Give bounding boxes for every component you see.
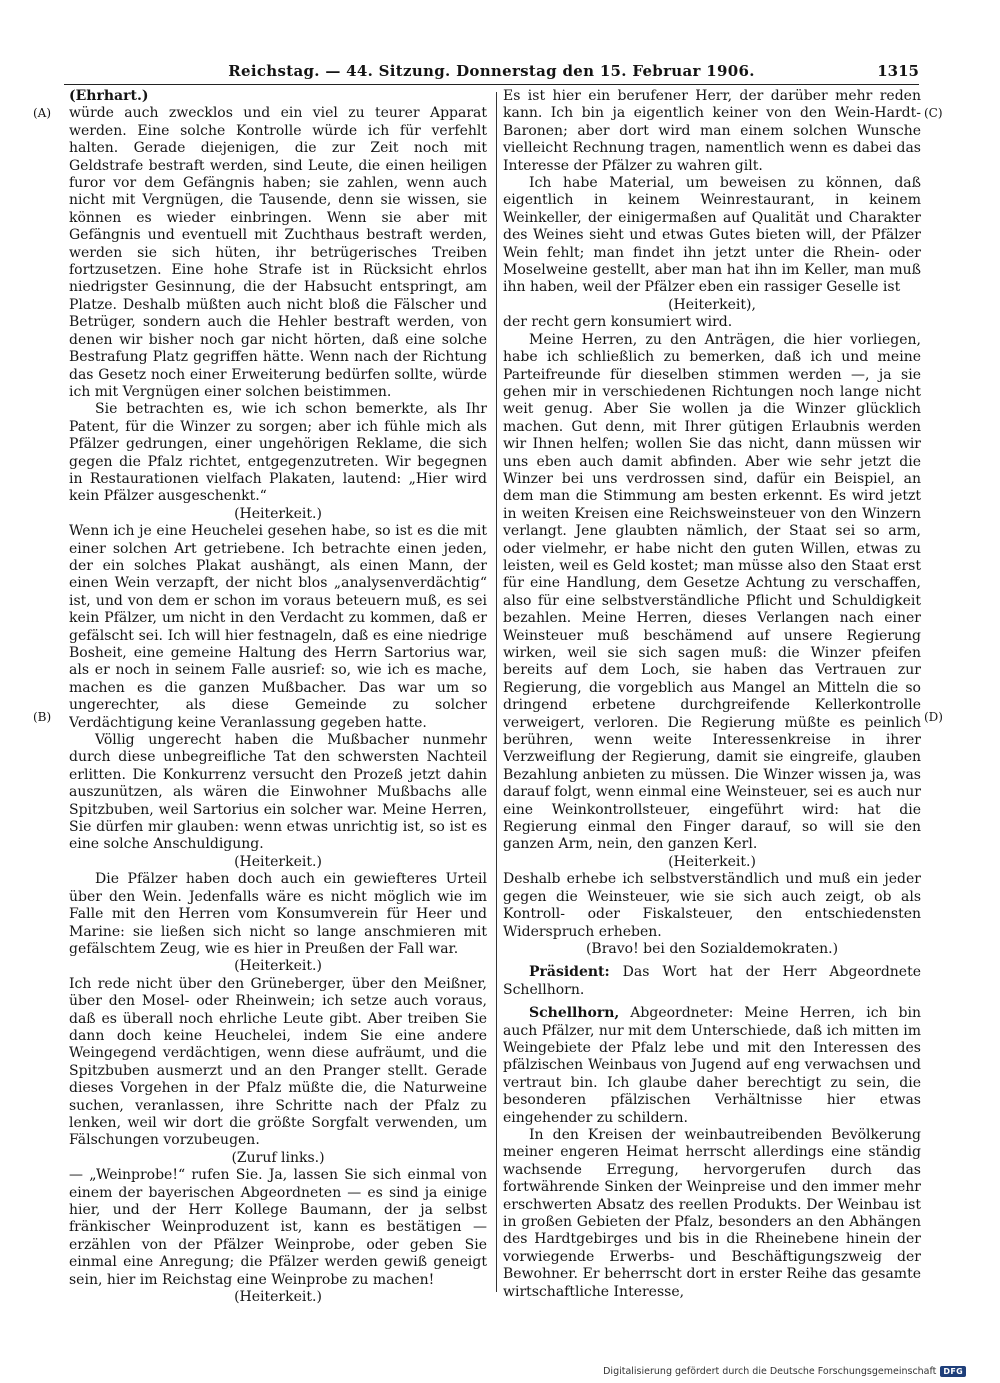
paragraph: Meine Herren, zu den Anträgen, die hier vorliegen, habe ich schließlich zu bemerken, daß ich und meine Parteifreunde für dieselben stimmen werden —, ja sie gehen mir in verschiedenen Richtungen noch lange nicht weit genug. Aber Sie wollen ja die Winzer glücklich machen. Gut denn, mit Ihrer gütigen Erlaubnis werden wir Ihnen helfen; wollen Sie das nicht, dann müssen wir uns eben auch damit abfinden. Aber wie sehr jetzt die Winzer bei uns verdrossen sind, dafür ein Beispiel, an dem man die Stimmung am besten erkennt. Es wird jetzt in weiten Kreisen eine Reichsweinsteuer von den Winzern verlangt. Jene glaubten nämlich, der Staat sei so arm, oder vielmehr, er habe nicht den guten Willen, etwas zu leisten, weil es Geld kostet; man müsse also den Staat erst für eine Handlung, dem Gesetze Achtung zu verschaffen, also für eine selbstverständliche Pflicht und Schuldigkeit bezahlen. Meine Herren, dieses Verlangen nach einer Weinsteuer muß beschämend auf unsere Regierung wirken, weil sie sich sagen muß: die Winzer pfeifen bereits auf dem Loch, sie haben das Vertrauen zur Regierung, die vorgeblich aus Mangel an Mitteln die so dringend erbetene durchgreifende Kellerkontrolle verweigert, verloren. Die Regierung müßte es peinlich berühren, wenn weite Interessenkreise in ihrer Verzweiflung der Regierung, damit sie eingreife, glauben Bezahlung anbieten zu müssen. Die Winzer wissen ja, was darauf folgt, wenn einmal eine Weinsteuer, sei es auch nur eine Weinkontrollsteuer, eingeführt wird: hat die Regierung einmal den Finger darauf, so will sie den ganzen Arm, nein, den ganzen Kerl. [503, 331, 921, 853]
reaction: (Heiterkeit), [668, 296, 756, 313]
margin-marker-b: (B) [33, 710, 52, 724]
paragraph: Die Pfälzer haben doch auch ein gewiefteres Urteil über den Wein. Jedenfalls wäre es nicht möglich wie im Falle mit den Herren vom Konsumverein für Heer und Marine: sie ließen sich nicht so lange anschmieren mit gefälschtem Zeug, wie es hier in Preußen der Fall war. [69, 871, 487, 957]
reaction: (Heiterkeit.) [668, 853, 756, 870]
page-header [64, 62, 919, 80]
paragraph: In den Kreisen der weinbautreibenden Bevölkerung meiner engeren Heimat herrscht allerdings eine ständig wachsende Erregung, hervorgerufen durch das fortwährende Sinken der Weinpreise und den immer mehr erschwerten Absatz des reellen Produkts. Der Weinbau ist in großen Gebieten der Pfalz, besonders an den Abhängen des Hardtgebirges und bis in die Rheinebene hinein der vorwiegende Erwerbs- und Beschäftigungszweig der Bewohner. Er beherrscht dort in erster Reihe das gesamte wirtschaftliche Interesse, [503, 1126, 921, 1300]
paragraph: Deshalb erhebe ich selbstverständlich und muß ein jeder gegen die Weinsteuer, wie sie sich auch zeigt, ob als Kontroll- oder Fiskalsteuer, den entschiedensten Widerspruch erheben. [503, 871, 921, 940]
paragraph: Sie betrachten es, wie ich schon bemerkte, als Ihr Patent, für die Winzer zu sorgen; aber ich fühle mich als Pfälzer gedrungen, einer ungehörigen Reklame, die sich gegen die Pfalz richtet, entgegenzutreten. Wir begegnen in Restaurationen vielfach Plakaten, lautend: „Hier wird kein Pfälzer ausgeschenkt.“ [69, 401, 487, 505]
paragraph: Völlig ungerecht haben die Mußbacher nunmehr durch diese unbegreifliche Tat den schwersten Nachteil erlitten. Die Konkurrenz versucht den Prozeß jetzt dahin auszunützen, als wären die Einwohner Mußbachs alle Spitzbuben, weil Sartorius ein solcher war. Meine Herren, Sie dürfen mir glauben: wenn etwas unrichtig ist, so ist es eine solche Anschuldigung. [69, 732, 487, 853]
reaction: (Heiterkeit.) [234, 853, 322, 870]
page-title: Reichstag. — 44. Sitzung. Donnerstag den 15. Februar 1906. [228, 62, 755, 80]
margin-marker-a: (A) [33, 106, 52, 120]
page-number: 1315 [877, 62, 919, 80]
paragraph: Ich rede nicht über den Grüneberger, über den Meißner, über den Mosel- oder Rheinwein; ich setze auch voraus, daß es überall noch ehrliche Leute gibt. Aber treiben Sie dann doch keine Heuchelei, indem Sie eine andere Weingegend verdächtigen, wenn diese aufräumt, und die Spitzbuben ausmerzt und an den Pranger stellt. Gerade dieses Vorgehen in der Pfalz müßte die, die Naturweine suchen, veranlassen, ihre Schritte nach der Pfalz zu lenken, weil wir dort die größte Sorgfalt verwenden, um Fälschungen vorzubeugen. [69, 975, 487, 1149]
dfg-logo-icon: DFG [940, 1366, 966, 1377]
paragraph: Wenn ich je eine Heuchelei gesehen habe, so ist es die mit einer solchen Art getriebene. Ich betrachte einen jeden, der ein solches Plakat aushängt, als einen Mann, der einen Wein verzapft, der nicht blos „analysenverdächtig“ ist, und von dem er schon im voraus beteuern muß, es sei kein Pfälzer, um nicht in den Verdacht zu kommen, daß er gefälscht sei. Ich will hier festnageln, daß es eine niedrige Bosheit, eine gemeine Haltung des Herrn Sartorius war, als er noch in seinem Falle ausrief: so, wie ich es mache, machen es die ganzen Mußbacher. Das war um so ungerechter, als diese Gemeinde zu solcher Verdächtigung keine Veranlassung gegeben hatte. [69, 523, 487, 731]
footer [603, 1366, 966, 1377]
reaction: (Heiterkeit.) [234, 958, 322, 975]
reaction: (Bravo! bei den Sozialdemokraten.) [585, 940, 839, 957]
margin-marker-d: (D) [924, 710, 943, 724]
footer-text: Digitalisierung gefördert durch die Deutsche Forschungsgemeinschaft [603, 1366, 937, 1377]
speaker-text: Abgeordneter: Meine Herren, ich bin auch Pfälzer, nur mit dem Unterschiede, daß ich mitten im Weingebiete der Pfalz lebe und mit den Interessen des pfälzischen Weinbaus von Jugend auf eng verwachsen und vertraut bin. Ich glaube daher berechtigt zu sein, die besonderen pfälzischen Verhältnisse hier etwas eingehender zu schildern. [503, 1005, 921, 1126]
header-divider [64, 84, 919, 85]
reaction: (Heiterkeit.) [234, 505, 322, 522]
left-column [69, 88, 487, 1313]
column-divider [496, 92, 497, 1292]
reaction: (Zuruf links.) [231, 1149, 325, 1166]
paragraph: Es ist hier ein berufener Herr, der darüber mehr reden kann. Ich bin ja eigentlich keiner von den Wein-Hardt-Baronen; aber dort wird man einem solchen Wunsche vielleicht Rechnung tragen, namentlich wenn es dabei das Interesse der Pfälzer zu wahren gilt. [503, 88, 921, 174]
margin-marker-c: (C) [924, 106, 943, 120]
right-column [503, 88, 921, 1313]
reaction: (Heiterkeit.) [234, 1289, 322, 1306]
paragraph: Ich habe Material, um beweisen zu können, daß eigentlich in keinem Weinrestaurant, in keinem Weinkeller, der einigermaßen auf Qualität und Charakter des Weines sieht und etwas Gutes bieten will, der Pfälzer Wein fehlt; man findet ihn jetzt unter die Rhein- oder Moselweine gestellt, aber man hat ihn im Keller, man muß ihn haben, weil der Pfälzer eben ein rassiger Geselle ist [503, 175, 921, 296]
speaker-name: Schellhorn, [529, 1005, 620, 1022]
speaker-tag: (Ehrhart.) [69, 88, 149, 104]
speaker-text: Das Wort hat der Herr Abgeordnete Schellhorn. [503, 964, 921, 998]
paragraph: — „Weinprobe!“ rufen Sie. Ja, lassen Sie sich einmal von einem der bayerischen Abgeordneten — es sind ja einige hier, und der Herr Kollege Baumann, der ja selbst fränkischer Weinproduzent ist, kann es bestätigen — erzählen von der Pfälzer Weinprobe, oder geben Sie einmal eine Anregung; die Pfälzer werden gewiß geneigt sein, hier im Reichstag eine Weinprobe zu machen! [69, 1167, 487, 1288]
speaker-name: Präsident: [529, 964, 610, 981]
president-paragraph [503, 964, 921, 999]
paragraph: der recht gern konsumiert wird. [503, 314, 733, 331]
speaker-paragraph [503, 1005, 921, 1127]
paragraph: würde auch zwecklos und ein viel zu teurer Apparat werden. Eine solche Kontrolle würde ich für verfehlt halten. Gerade diejenigen, die zur Zeit noch mit Geldstrafe bestraft werden, sind Leute, die einen heiligen furor vor dem Gefängnis haben; sie zahlen, wenn auch nicht mit Vergnügen, die Tausende, denn sie wissen, sie können es wieder einbringen. Wenn sie aber mit Gefängnis und eventuell mit Zuchthaus bestraft werden, werden sie sich hüten, ihr betrügerisches Treiben fortzusetzen. Eine hohe Strafe ist in Rücksicht ehrlos niedrigster Gesinnung, die der Habsucht entspringt, am Platze. Deshalb müßten auch nicht bloß die Fälscher und Betrüger, sondern auch die Hehler bestraft werden, von denen wir bisher noch gar nicht hörten, daß eine solche Bestrafung Platz gegriffen hätte. Wenn nach der Richtung das Gesetz noch einer Erweiterung bedürfen sollte, würde ich mit Vergnügen einer solchen beistimmen. [69, 105, 487, 400]
